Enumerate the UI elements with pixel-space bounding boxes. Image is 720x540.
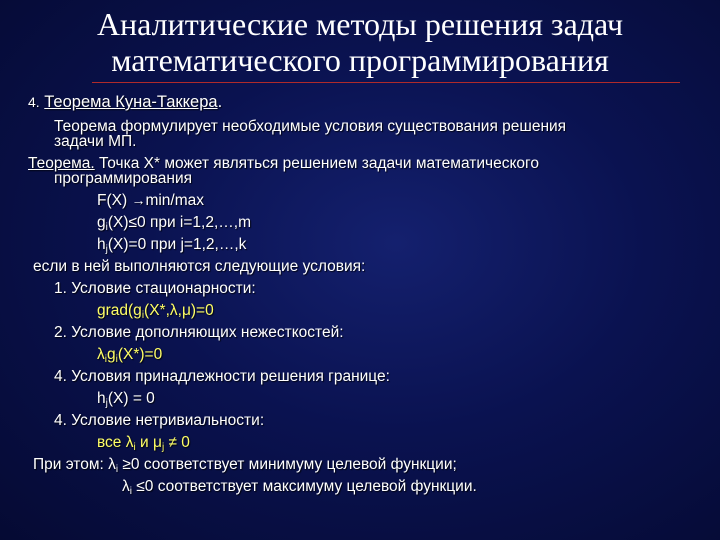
note-prefix: При этом: λ [33, 456, 116, 473]
cond3-post: (X) = 0 [107, 390, 155, 407]
slide-title-line-2: математического программирования [111, 42, 609, 78]
theorem-label: Теорема. [28, 155, 95, 172]
objective-pre: F(X) [97, 192, 132, 209]
cond2-g: g [106, 346, 116, 363]
note-sub-2: i [129, 486, 132, 497]
slide-title-line-1: Аналитические методы решения задач [96, 6, 624, 42]
objective-post: min/max [145, 192, 205, 209]
ineq-g: g [97, 214, 106, 231]
theorem-text: Точка X* может являться решением задачи математического [94, 155, 539, 172]
condition-4-label: 4. Условие нетривиальности: [54, 412, 265, 429]
heading-line [28, 94, 222, 111]
ineq-rest: (X)≤0 при i=1,2,…,m [107, 214, 251, 231]
conditions-intro: если в ней выполняются следующие условия: [33, 258, 366, 275]
objective-formula [97, 192, 204, 209]
note-text-2: ≤0 соответствует максимуму целевой функции. [131, 478, 477, 495]
cond2-sub1: i [104, 354, 107, 365]
inequality-constraint [97, 214, 251, 231]
cond1-post: (X*,λ,μ)=0 [144, 302, 214, 319]
note-text-1: ≥0 соответствует минимуму целевой функции; [118, 456, 457, 473]
condition-4-formula [97, 434, 190, 451]
cond2-post: (X*)=0 [117, 346, 163, 363]
slide-title [30, 6, 690, 78]
cond1-pre: grad(g [97, 302, 142, 319]
intro-line-1: Теорема формулирует необходимые условия существования решения [54, 118, 567, 135]
heading-label: Теорема Куна-Таккера [44, 93, 218, 111]
heading-number: 4. [28, 94, 40, 110]
cond4-post: ≠ 0 [164, 434, 190, 451]
note-line-2 [122, 478, 477, 495]
arrow-right-icon: → [131, 192, 146, 208]
ineq-sub: i [105, 222, 108, 233]
eq-rest: (X)=0 при j=1,2,…,k [107, 236, 247, 253]
cond4-mid: и μ [135, 434, 162, 451]
cond1-sub: i [141, 310, 145, 321]
cond3-sub: j [105, 398, 108, 409]
cond4-pre: все λ [97, 434, 134, 451]
eq-h: h [97, 236, 106, 253]
heading-tail: . [217, 93, 223, 111]
equality-constraint [97, 236, 246, 253]
condition-1-label: 1. Условие стационарности: [54, 280, 256, 297]
cond4-sub1: i [133, 442, 136, 453]
condition-2-formula [97, 346, 162, 363]
note-sub-1: i [115, 464, 119, 475]
condition-3-formula [97, 390, 155, 407]
cond2-lambda: λ [97, 346, 105, 363]
condition-3-label: 4. Условия принадлежности решения границе: [54, 368, 390, 385]
cond4-sub2: j [161, 442, 165, 453]
condition-2-label: 2. Условие дополняющих нежесткостей: [54, 324, 344, 341]
eq-sub: j [105, 244, 108, 255]
cond2-sub2: i [115, 354, 118, 365]
condition-1-formula [97, 302, 214, 319]
title-divider [92, 82, 680, 83]
theorem-line-2: программирования [54, 170, 193, 187]
cond3-h: h [97, 390, 106, 407]
note-line-1 [33, 456, 457, 473]
note-lambda-2: λ [122, 478, 130, 495]
intro-line-2: задачи МП. [54, 133, 137, 150]
